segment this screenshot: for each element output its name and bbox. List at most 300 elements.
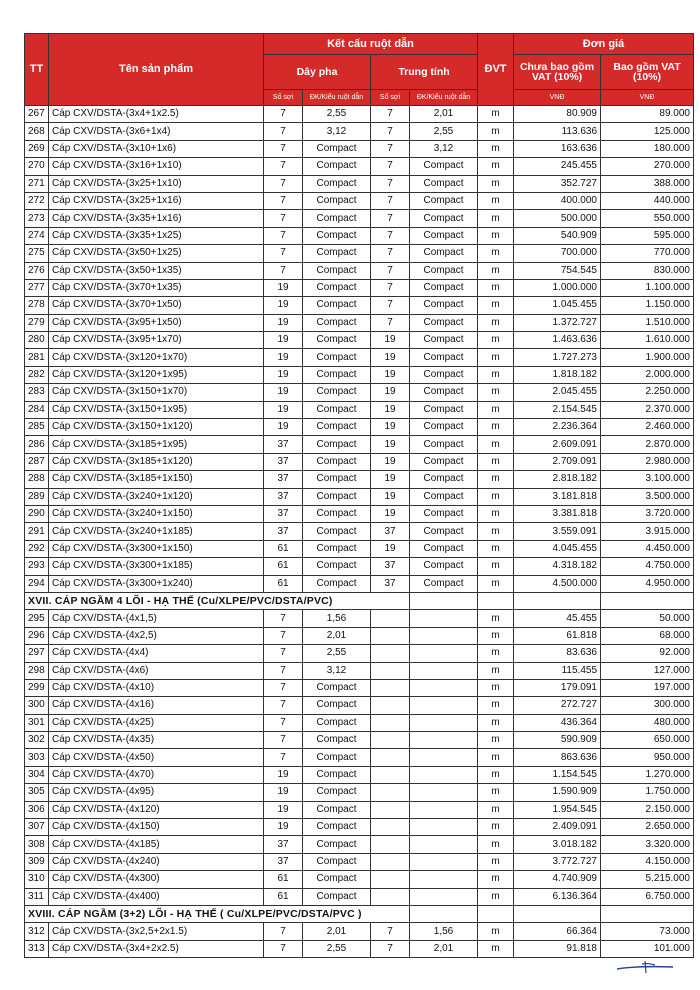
neutral-type [410, 819, 478, 836]
row-number: 282 [25, 366, 49, 383]
neutral-strands: 7 [371, 227, 410, 244]
table-row [25, 836, 694, 853]
neutral-strands: 19 [371, 384, 410, 401]
neutral-strands: 19 [371, 436, 410, 453]
neutral-type: Compact [410, 210, 478, 227]
row-number: 304 [25, 766, 49, 783]
table-row [25, 106, 694, 123]
product-name: Cáp CXV/DSTA-(4x95) [49, 784, 264, 801]
price-excl-vat: 1.045.455 [514, 297, 601, 314]
phase-type: Compact [303, 158, 371, 175]
phase-strands: 37 [264, 836, 303, 853]
price-excl-vat: 4.045.455 [514, 540, 601, 557]
unit: m [478, 575, 514, 592]
phase-strands: 19 [264, 801, 303, 818]
product-name: Cáp CXV/DSTA-(3x120+1x95) [49, 366, 264, 383]
neutral-type: Compact [410, 314, 478, 331]
product-name: Cáp CXV/DSTA-(3x25+1x16) [49, 192, 264, 209]
unit: m [478, 749, 514, 766]
product-name: Cáp CXV/DSTA-(4x400) [49, 888, 264, 905]
unit: m [478, 784, 514, 801]
neutral-strands [371, 697, 410, 714]
product-name: Cáp CXV/DSTA-(4x2,5) [49, 627, 264, 644]
unit: m [478, 471, 514, 488]
unit: m [478, 123, 514, 140]
neutral-type: Compact [410, 523, 478, 540]
neutral-strands: 7 [371, 314, 410, 331]
product-name: Cáp CXV/DSTA-(3x150+1x120) [49, 419, 264, 436]
product-name: Cáp CXV/DSTA-(3x4+2x2.5) [49, 940, 264, 957]
neutral-strands: 7 [371, 175, 410, 192]
section-empty-cell [410, 592, 478, 609]
phase-type: Compact [303, 262, 371, 279]
section-header [25, 905, 694, 922]
unit: m [478, 419, 514, 436]
signature-mark [615, 955, 675, 975]
row-number: 293 [25, 558, 49, 575]
row-number: 300 [25, 697, 49, 714]
neutral-strands: 19 [371, 401, 410, 418]
product-name: Cáp CXV/DSTA-(3x150+1x70) [49, 384, 264, 401]
phase-type: Compact [303, 540, 371, 557]
row-number: 306 [25, 801, 49, 818]
phase-type: Compact [303, 732, 371, 749]
neutral-type: Compact [410, 436, 478, 453]
phase-strands: 19 [264, 297, 303, 314]
price-excl-vat: 91.818 [514, 940, 601, 957]
product-name: Cáp CXV/DSTA-(3x16+1x10) [49, 158, 264, 175]
phase-strands: 37 [264, 453, 303, 470]
neutral-strands [371, 679, 410, 696]
phase-strands: 7 [264, 210, 303, 227]
price-excl-vat: 1.727.273 [514, 349, 601, 366]
price-incl-vat: 1.750.000 [601, 784, 694, 801]
neutral-strands [371, 662, 410, 679]
price-incl-vat: 1.510.000 [601, 314, 694, 331]
table-row [25, 349, 694, 366]
phase-type: Compact [303, 419, 371, 436]
row-number: 297 [25, 645, 49, 662]
table-row [25, 853, 694, 870]
neutral-strands: 19 [371, 349, 410, 366]
price-excl-vat: 863.636 [514, 749, 601, 766]
price-excl-vat: 2.409.091 [514, 819, 601, 836]
product-name: Cáp CXV/DSTA-(3x300+1x185) [49, 558, 264, 575]
phase-strands: 19 [264, 784, 303, 801]
phase-type: 2,55 [303, 940, 371, 957]
unit: m [478, 262, 514, 279]
unit: m [478, 801, 514, 818]
phase-type: Compact [303, 279, 371, 296]
unit: m [478, 627, 514, 644]
table-row [25, 558, 694, 575]
price-excl-vat: 3.181.818 [514, 488, 601, 505]
price-incl-vat: 650.000 [601, 732, 694, 749]
table-row [25, 575, 694, 592]
neutral-strands: 19 [371, 488, 410, 505]
table-row [25, 366, 694, 383]
neutral-type: 2,55 [410, 123, 478, 140]
neutral-type [410, 836, 478, 853]
table-row [25, 940, 694, 957]
price-excl-vat: 4.318.182 [514, 558, 601, 575]
phase-strands: 19 [264, 384, 303, 401]
table-row [25, 192, 694, 209]
row-number: 298 [25, 662, 49, 679]
neutral-type: Compact [410, 297, 478, 314]
neutral-strands: 19 [371, 419, 410, 436]
phase-strands: 7 [264, 262, 303, 279]
unit: m [478, 106, 514, 123]
product-name: Cáp CXV/DSTA-(3x185+1x95) [49, 436, 264, 453]
neutral-type: 1,56 [410, 923, 478, 940]
row-number: 281 [25, 349, 49, 366]
unit: m [478, 923, 514, 940]
header-price: Đơn giá [514, 34, 694, 55]
price-excl-vat: 66.364 [514, 923, 601, 940]
neutral-strands: 7 [371, 192, 410, 209]
row-number: 270 [25, 158, 49, 175]
header-neutral: Trung tính [371, 55, 478, 90]
price-incl-vat: 480.000 [601, 714, 694, 731]
product-name: Cáp CXV/DSTA-(3x10+1x6) [49, 140, 264, 157]
phase-type: Compact [303, 801, 371, 818]
price-incl-vat: 127.000 [601, 662, 694, 679]
neutral-type [410, 697, 478, 714]
price-incl-vat: 2.370.000 [601, 401, 694, 418]
price-incl-vat: 770.000 [601, 245, 694, 262]
phase-type: Compact [303, 871, 371, 888]
unit: m [478, 732, 514, 749]
table-row [25, 245, 694, 262]
table-row [25, 819, 694, 836]
phase-strands: 19 [264, 349, 303, 366]
row-number: 276 [25, 262, 49, 279]
table-row [25, 210, 694, 227]
neutral-type: 3,12 [410, 140, 478, 157]
unit: m [478, 853, 514, 870]
product-name: Cáp CXV/DSTA-(3x35+1x16) [49, 210, 264, 227]
unit: m [478, 645, 514, 662]
price-excl-vat: 1.818.182 [514, 366, 601, 383]
price-excl-vat: 179.091 [514, 679, 601, 696]
phase-strands: 7 [264, 627, 303, 644]
row-number: 311 [25, 888, 49, 905]
price-incl-vat: 101.000 [601, 940, 694, 957]
section-empty-cell [514, 905, 601, 922]
unit: m [478, 297, 514, 314]
row-number: 274 [25, 227, 49, 244]
neutral-type: Compact [410, 505, 478, 522]
neutral-type [410, 871, 478, 888]
table-row [25, 749, 694, 766]
header-currency-excl: VNĐ [514, 90, 601, 106]
unit: m [478, 662, 514, 679]
product-name: Cáp CXV/DSTA-(4x70) [49, 766, 264, 783]
product-name: Cáp CXV/DSTA-(3x4+1x2.5) [49, 106, 264, 123]
price-excl-vat: 80.909 [514, 106, 601, 123]
unit: m [478, 384, 514, 401]
header-neutral-strands: Số sợi [371, 90, 410, 106]
price-excl-vat: 1.154.545 [514, 766, 601, 783]
header-excl-vat: Chưa bao gồm VAT (10%) [514, 55, 601, 90]
table-row [25, 766, 694, 783]
unit: m [478, 679, 514, 696]
price-incl-vat: 830.000 [601, 262, 694, 279]
table-row [25, 732, 694, 749]
neutral-type: Compact [410, 262, 478, 279]
section-empty-cell [478, 905, 514, 922]
row-number: 269 [25, 140, 49, 157]
neutral-type: 2,01 [410, 940, 478, 957]
phase-strands: 19 [264, 766, 303, 783]
phase-strands: 61 [264, 871, 303, 888]
section-header [25, 592, 694, 609]
phase-strands: 7 [264, 662, 303, 679]
neutral-strands: 37 [371, 575, 410, 592]
neutral-strands: 37 [371, 558, 410, 575]
phase-type: Compact [303, 558, 371, 575]
price-excl-vat: 352.727 [514, 175, 601, 192]
product-name: Cáp CXV/DSTA-(4x120) [49, 801, 264, 818]
row-number: 309 [25, 853, 49, 870]
price-excl-vat: 700.000 [514, 245, 601, 262]
phase-strands: 7 [264, 106, 303, 123]
phase-type: Compact [303, 471, 371, 488]
price-incl-vat: 1.900.000 [601, 349, 694, 366]
unit: m [478, 714, 514, 731]
price-incl-vat: 4.750.000 [601, 558, 694, 575]
phase-strands: 7 [264, 732, 303, 749]
phase-type: Compact [303, 227, 371, 244]
unit: m [478, 314, 514, 331]
phase-type: Compact [303, 175, 371, 192]
price-excl-vat: 2.154.545 [514, 401, 601, 418]
phase-strands: 7 [264, 140, 303, 157]
row-number: 284 [25, 401, 49, 418]
row-number: 310 [25, 871, 49, 888]
neutral-strands: 7 [371, 262, 410, 279]
neutral-strands: 7 [371, 106, 410, 123]
table-row [25, 332, 694, 349]
section-title: XVII. CÁP NGẦM 4 LÕI - HẠ THẾ (Cu/XLPE/PVC/DSTA/PVC) [25, 592, 410, 609]
row-number: 278 [25, 297, 49, 314]
phase-type: Compact [303, 853, 371, 870]
phase-strands: 37 [264, 471, 303, 488]
neutral-type [410, 662, 478, 679]
phase-strands: 7 [264, 645, 303, 662]
price-incl-vat: 2.150.000 [601, 801, 694, 818]
product-name: Cáp CXV/DSTA-(3x240+1x185) [49, 523, 264, 540]
table-row [25, 384, 694, 401]
neutral-type: Compact [410, 175, 478, 192]
table-row [25, 436, 694, 453]
phase-strands: 19 [264, 419, 303, 436]
product-name: Cáp CXV/DSTA-(3x300+1x150) [49, 540, 264, 557]
price-incl-vat: 550.000 [601, 210, 694, 227]
row-number: 302 [25, 732, 49, 749]
neutral-type: Compact [410, 558, 478, 575]
product-name: Cáp CXV/DSTA-(3x50+1x35) [49, 262, 264, 279]
neutral-strands: 7 [371, 158, 410, 175]
row-number: 290 [25, 505, 49, 522]
phase-strands: 7 [264, 192, 303, 209]
table-row [25, 401, 694, 418]
phase-type: Compact [303, 888, 371, 905]
phase-type: Compact [303, 836, 371, 853]
unit: m [478, 488, 514, 505]
phase-type: Compact [303, 436, 371, 453]
table-row [25, 523, 694, 540]
neutral-type: Compact [410, 245, 478, 262]
table-row [25, 627, 694, 644]
phase-strands: 37 [264, 488, 303, 505]
price-incl-vat: 3.320.000 [601, 836, 694, 853]
unit: m [478, 697, 514, 714]
section-empty-cell [478, 592, 514, 609]
phase-strands: 7 [264, 175, 303, 192]
price-excl-vat: 500.000 [514, 210, 601, 227]
header-tt: TT [25, 34, 49, 106]
header-phase-type: ĐK/Kiểu ruột dẫn [303, 90, 371, 106]
phase-type: Compact [303, 210, 371, 227]
unit: m [478, 279, 514, 296]
phase-type: Compact [303, 453, 371, 470]
product-name: Cáp CXV/DSTA-(3x25+1x10) [49, 175, 264, 192]
row-number: 280 [25, 332, 49, 349]
phase-type: 2,01 [303, 923, 371, 940]
unit: m [478, 836, 514, 853]
neutral-type: Compact [410, 279, 478, 296]
neutral-strands: 7 [371, 140, 410, 157]
table-row [25, 279, 694, 296]
price-incl-vat: 73.000 [601, 923, 694, 940]
table-row [25, 505, 694, 522]
price-incl-vat: 6.750.000 [601, 888, 694, 905]
phase-strands: 61 [264, 575, 303, 592]
table-row [25, 645, 694, 662]
price-excl-vat: 4.500.000 [514, 575, 601, 592]
product-name: Cáp CXV/DSTA-(3x95+1x50) [49, 314, 264, 331]
neutral-strands [371, 645, 410, 662]
price-incl-vat: 270.000 [601, 158, 694, 175]
section-empty-cell [514, 592, 601, 609]
price-incl-vat: 4.450.000 [601, 540, 694, 557]
price-incl-vat: 3.915.000 [601, 523, 694, 540]
product-name: Cáp CXV/DSTA-(4x16) [49, 697, 264, 714]
header-currency-incl: VNĐ [601, 90, 694, 106]
unit: m [478, 558, 514, 575]
unit: m [478, 366, 514, 383]
row-number: 283 [25, 384, 49, 401]
phase-type: Compact [303, 697, 371, 714]
product-name: Cáp CXV/DSTA-(3x150+1x95) [49, 401, 264, 418]
unit: m [478, 888, 514, 905]
table-row [25, 697, 694, 714]
neutral-strands [371, 871, 410, 888]
phase-strands: 7 [264, 714, 303, 731]
neutral-strands: 7 [371, 940, 410, 957]
phase-type: Compact [303, 332, 371, 349]
neutral-type [410, 853, 478, 870]
table-header [25, 34, 694, 106]
price-incl-vat: 4.150.000 [601, 853, 694, 870]
neutral-strands [371, 766, 410, 783]
neutral-type [410, 732, 478, 749]
price-incl-vat: 300.000 [601, 697, 694, 714]
phase-strands: 19 [264, 366, 303, 383]
price-excl-vat: 3.772.727 [514, 853, 601, 870]
neutral-type [410, 749, 478, 766]
phase-strands: 19 [264, 279, 303, 296]
row-number: 296 [25, 627, 49, 644]
price-excl-vat: 113.636 [514, 123, 601, 140]
product-name: Cáp CXV/DSTA-(3x6+1x4) [49, 123, 264, 140]
price-excl-vat: 1.590.909 [514, 784, 601, 801]
phase-strands: 19 [264, 332, 303, 349]
neutral-type [410, 766, 478, 783]
unit: m [478, 540, 514, 557]
table-row [25, 871, 694, 888]
price-incl-vat: 440.000 [601, 192, 694, 209]
neutral-strands: 7 [371, 245, 410, 262]
neutral-strands [371, 888, 410, 905]
neutral-type: Compact [410, 158, 478, 175]
phase-type: Compact [303, 192, 371, 209]
neutral-type: Compact [410, 471, 478, 488]
product-name: Cáp CXV/DSTA-(3x70+1x50) [49, 297, 264, 314]
phase-strands: 7 [264, 610, 303, 627]
neutral-strands [371, 627, 410, 644]
price-excl-vat: 245.455 [514, 158, 601, 175]
row-number: 307 [25, 819, 49, 836]
header-phase: Dây pha [264, 55, 371, 90]
unit: m [478, 436, 514, 453]
neutral-type: Compact [410, 453, 478, 470]
neutral-strands: 7 [371, 123, 410, 140]
row-number: 291 [25, 523, 49, 540]
phase-type: 2,01 [303, 627, 371, 644]
price-incl-vat: 2.980.000 [601, 453, 694, 470]
neutral-strands [371, 610, 410, 627]
phase-type: 1,56 [303, 610, 371, 627]
price-excl-vat: 2.818.182 [514, 471, 601, 488]
header-product: Tên sản phẩm [49, 34, 264, 106]
price-incl-vat: 2.250.000 [601, 384, 694, 401]
phase-type: Compact [303, 314, 371, 331]
neutral-strands: 7 [371, 297, 410, 314]
phase-strands: 7 [264, 749, 303, 766]
phase-strands: 61 [264, 888, 303, 905]
price-incl-vat: 3.500.000 [601, 488, 694, 505]
phase-type: Compact [303, 679, 371, 696]
neutral-strands: 7 [371, 923, 410, 940]
price-excl-vat: 3.559.091 [514, 523, 601, 540]
section-empty-cell [410, 905, 478, 922]
row-number: 272 [25, 192, 49, 209]
unit: m [478, 227, 514, 244]
neutral-type [410, 714, 478, 731]
product-name: Cáp CXV/DSTA-(4x150) [49, 819, 264, 836]
product-name: Cáp CXV/DSTA-(4x300) [49, 871, 264, 888]
unit: m [478, 523, 514, 540]
product-name: Cáp CXV/DSTA-(4x35) [49, 732, 264, 749]
neutral-type [410, 610, 478, 627]
phase-strands: 7 [264, 923, 303, 940]
product-name: Cáp CXV/DSTA-(3x240+1x120) [49, 488, 264, 505]
product-name: Cáp CXV/DSTA-(3x240+1x150) [49, 505, 264, 522]
phase-strands: 7 [264, 123, 303, 140]
